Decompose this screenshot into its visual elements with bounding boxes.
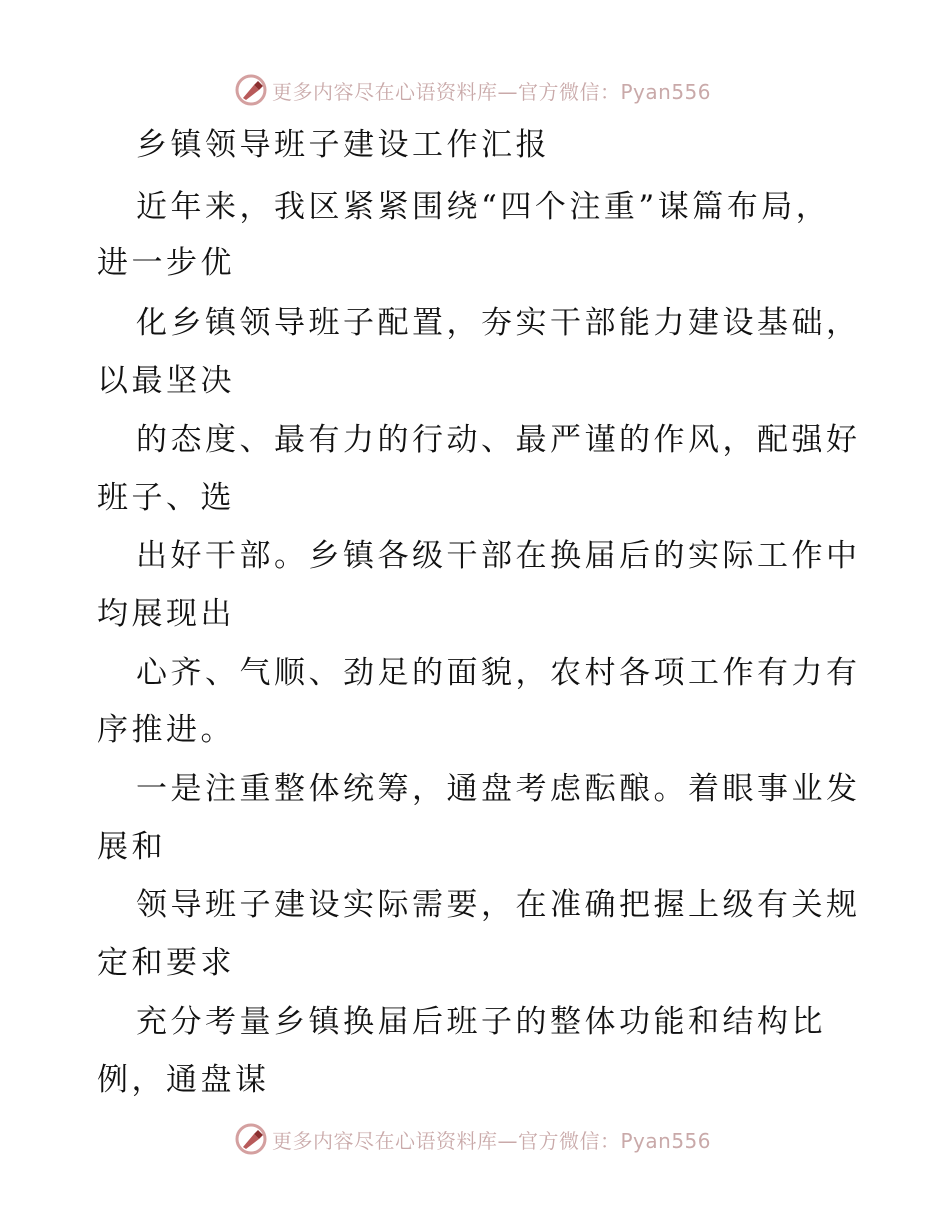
text-line: 进一步优 [97,245,235,281]
text-line: 以最坚决 [97,363,235,399]
text-line: 出好干部。乡镇各级干部在换届后的实际工作中 [136,538,861,574]
text-line: 的态度、最有力的行动、最严谨的作风，配强好 [136,422,861,458]
footer-watermark-text: 更多内容尽在心语资料库—官方微信：Pyan556 [272,1128,712,1153]
text-line: 领导班子建设实际需要，在准确把握上级有关规 [136,887,861,923]
text-line: 均展现出 [97,596,235,632]
text-line: 序推进。 [97,712,235,748]
document-title: 乡镇领导班子建设工作汇报 [136,127,550,163]
text-line: 一是注重整体统筹，通盘考虑酝酿。着眼事业发 [136,771,861,807]
pen-nib-circle-icon [234,1122,268,1156]
header-watermark-text: 更多内容尽在心语资料库—官方微信：Pyan556 [272,79,712,104]
text-line: 充分考量乡镇换届后班子的整体功能和结构比 [136,1004,826,1040]
text-line: 班子、选 [97,480,235,516]
text-line: 展和 [97,829,166,865]
text-line: 化乡镇领导班子配置，夯实干部能力建设基础， [136,305,861,341]
footer-watermark [234,1122,711,1156]
text-line: 心齐、气顺、劲足的面貌，农村各项工作有力有 [136,655,861,691]
text-line: 例，通盘谋 [97,1062,270,1098]
text-line: 近年来，我区紧紧围绕“四个注重”谋篇布局， [136,189,831,225]
text-line: 定和要求 [97,945,235,981]
